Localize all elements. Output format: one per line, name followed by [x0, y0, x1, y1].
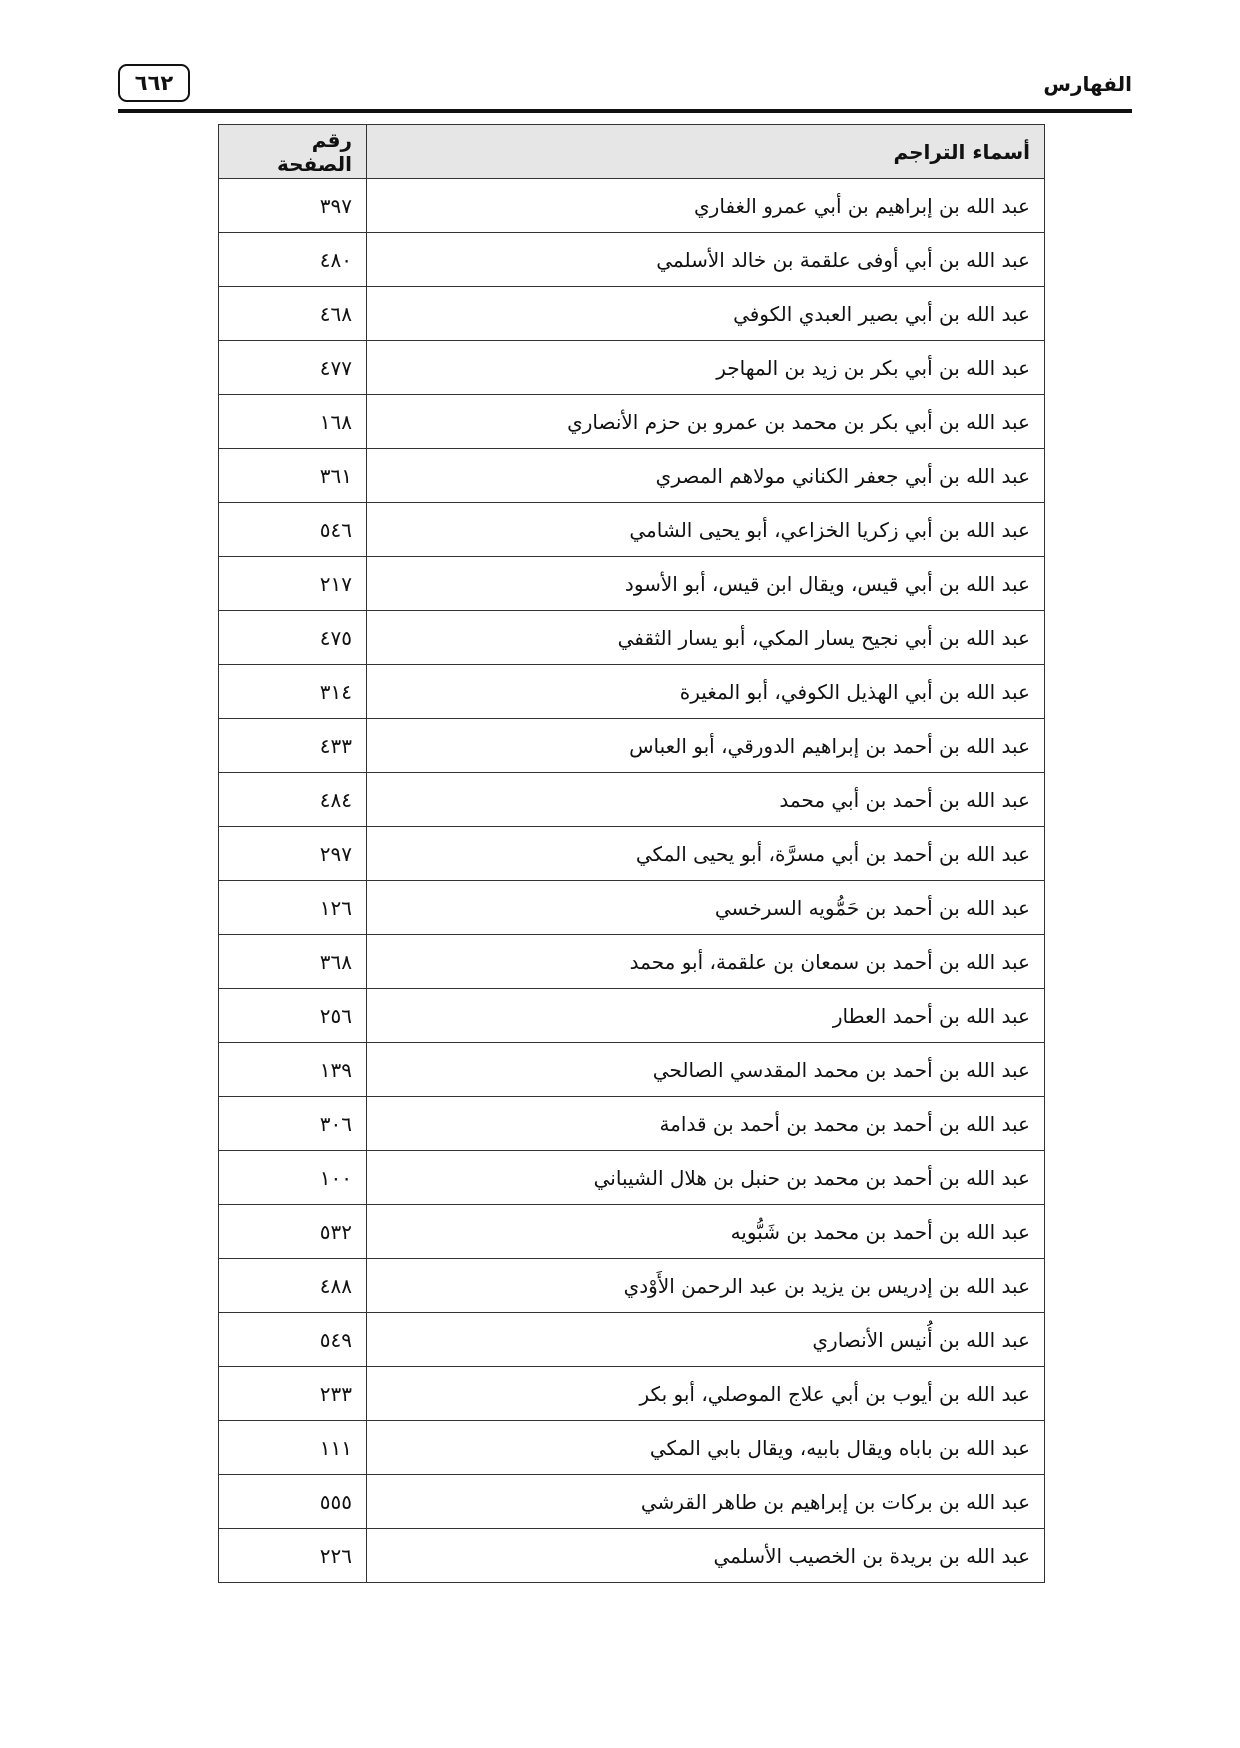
biography-name-cell: عبد الله بن إبراهيم بن أبي عمرو الغفاري: [367, 179, 1045, 233]
biography-name-cell: عبد الله بن أحمد بن محمد بن شَبُّويه: [367, 1205, 1045, 1259]
page-number-cell: ٢١٧: [219, 557, 367, 611]
page-number: ٦٦٢: [118, 64, 190, 102]
biographies-index-table: [218, 124, 1045, 1583]
page-number-cell: ١٦٨: [219, 395, 367, 449]
table-row: [219, 1475, 1045, 1529]
table-row: [219, 1313, 1045, 1367]
biography-name-cell: عبد الله بن أحمد بن سمعان بن علقمة، أبو محمد: [367, 935, 1045, 989]
biography-name-cell: عبد الله بن أبي بكر بن زيد بن المهاجر: [367, 341, 1045, 395]
biography-name-cell: عبد الله بن أبي نجيح يسار المكي، أبو يسار الثقفي: [367, 611, 1045, 665]
page-header: [118, 60, 1132, 116]
biography-name-cell: عبد الله بن أبي قيس، ويقال ابن قيس، أبو الأسود: [367, 557, 1045, 611]
page-number-cell: ٤٨٨: [219, 1259, 367, 1313]
table-row: [219, 1529, 1045, 1583]
biography-name-cell: عبد الله بن أبي أوفى علقمة بن خالد الأسلمي: [367, 233, 1045, 287]
table-row: [219, 1205, 1045, 1259]
biography-name-cell: عبد الله بن أبي بكر بن محمد بن عمرو بن حزم الأنصاري: [367, 395, 1045, 449]
table-row: [219, 449, 1045, 503]
page-number-cell: ١٠٠: [219, 1151, 367, 1205]
table-row: [219, 1043, 1045, 1097]
page-number-cell: ٥٥٥: [219, 1475, 367, 1529]
page-number-cell: ٤٧٥: [219, 611, 367, 665]
page-number-cell: ٤٣٣: [219, 719, 367, 773]
page-number-cell: ٢٥٦: [219, 989, 367, 1043]
table-row: [219, 1151, 1045, 1205]
column-header-page: رقم الصفحة: [219, 125, 367, 179]
page-number-cell: ٥٤٦: [219, 503, 367, 557]
section-title: الفهارس: [1043, 72, 1132, 96]
table-row: [219, 827, 1045, 881]
page-number-cell: ١١١: [219, 1421, 367, 1475]
biography-name-cell: عبد الله بن أحمد بن إبراهيم الدورقي، أبو العباس: [367, 719, 1045, 773]
table-row: [219, 1259, 1045, 1313]
table-row: [219, 719, 1045, 773]
page-number-cell: ٣٦١: [219, 449, 367, 503]
biography-name-cell: عبد الله بن أبي الهذيل الكوفي، أبو المغيرة: [367, 665, 1045, 719]
table-row: [219, 233, 1045, 287]
page-number-cell: ٢٢٦: [219, 1529, 367, 1583]
table-row: [219, 611, 1045, 665]
biography-name-cell: عبد الله بن بركات بن إبراهيم بن طاهر القرشي: [367, 1475, 1045, 1529]
page-number-cell: ٤٨٤: [219, 773, 367, 827]
table-row: [219, 287, 1045, 341]
page-number-cell: ٥٤٩: [219, 1313, 367, 1367]
page-number-cell: ١٣٩: [219, 1043, 367, 1097]
biography-name-cell: عبد الله بن أبي جعفر الكناني مولاهم المصري: [367, 449, 1045, 503]
column-header-names: أسماء التراجم: [367, 125, 1045, 179]
table-body: [219, 179, 1045, 1583]
table-row: [219, 773, 1045, 827]
table-row: [219, 935, 1045, 989]
biography-name-cell: عبد الله بن بريدة بن الخصيب الأسلمي: [367, 1529, 1045, 1583]
biography-name-cell: عبد الله بن أحمد بن محمد بن حنبل بن هلال الشيباني: [367, 1151, 1045, 1205]
biography-name-cell: عبد الله بن أحمد بن حَمُّويه السرخسي: [367, 881, 1045, 935]
page-number-cell: ٢٣٣: [219, 1367, 367, 1421]
biography-name-cell: عبد الله بن أحمد بن محمد المقدسي الصالحي: [367, 1043, 1045, 1097]
table-row: [219, 395, 1045, 449]
page-number-cell: ٤٦٨: [219, 287, 367, 341]
page-number-cell: ٣١٤: [219, 665, 367, 719]
table-row: [219, 1367, 1045, 1421]
page-number-cell: ٤٧٧: [219, 341, 367, 395]
table-row: [219, 881, 1045, 935]
biography-name-cell: عبد الله بن أحمد بن أبي محمد: [367, 773, 1045, 827]
table-row: [219, 557, 1045, 611]
table-row: [219, 503, 1045, 557]
table-header-row: [219, 125, 1045, 179]
page-number-cell: ١٢٦: [219, 881, 367, 935]
table-row: [219, 1421, 1045, 1475]
table-row: [219, 665, 1045, 719]
biography-name-cell: عبد الله بن أحمد العطار: [367, 989, 1045, 1043]
page-number-cell: ٤٨٠: [219, 233, 367, 287]
biography-name-cell: عبد الله بن أحمد بن أبي مسرَّة، أبو يحيى المكي: [367, 827, 1045, 881]
biography-name-cell: عبد الله بن أُنيس الأنصاري: [367, 1313, 1045, 1367]
biography-name-cell: عبد الله بن أحمد بن محمد بن أحمد بن قدامة: [367, 1097, 1045, 1151]
table-row: [219, 179, 1045, 233]
page-number-cell: ٣٠٦: [219, 1097, 367, 1151]
biography-name-cell: عبد الله بن إدريس بن يزيد بن عبد الرحمن الأَوْدي: [367, 1259, 1045, 1313]
page-number-cell: ٥٣٢: [219, 1205, 367, 1259]
page-number-cell: ٣٩٧: [219, 179, 367, 233]
biography-name-cell: عبد الله بن باباه ويقال بابيه، ويقال بابي المكي: [367, 1421, 1045, 1475]
biography-name-cell: عبد الله بن أيوب بن أبي علاج الموصلي، أبو بكر: [367, 1367, 1045, 1421]
page-number-cell: ٣٦٨: [219, 935, 367, 989]
header-rule: [118, 109, 1132, 113]
page-number-cell: ٢٩٧: [219, 827, 367, 881]
table-row: [219, 1097, 1045, 1151]
biography-name-cell: عبد الله بن أبي بصير العبدي الكوفي: [367, 287, 1045, 341]
table-row: [219, 341, 1045, 395]
table-row: [219, 989, 1045, 1043]
biography-name-cell: عبد الله بن أبي زكريا الخزاعي، أبو يحيى الشامي: [367, 503, 1045, 557]
